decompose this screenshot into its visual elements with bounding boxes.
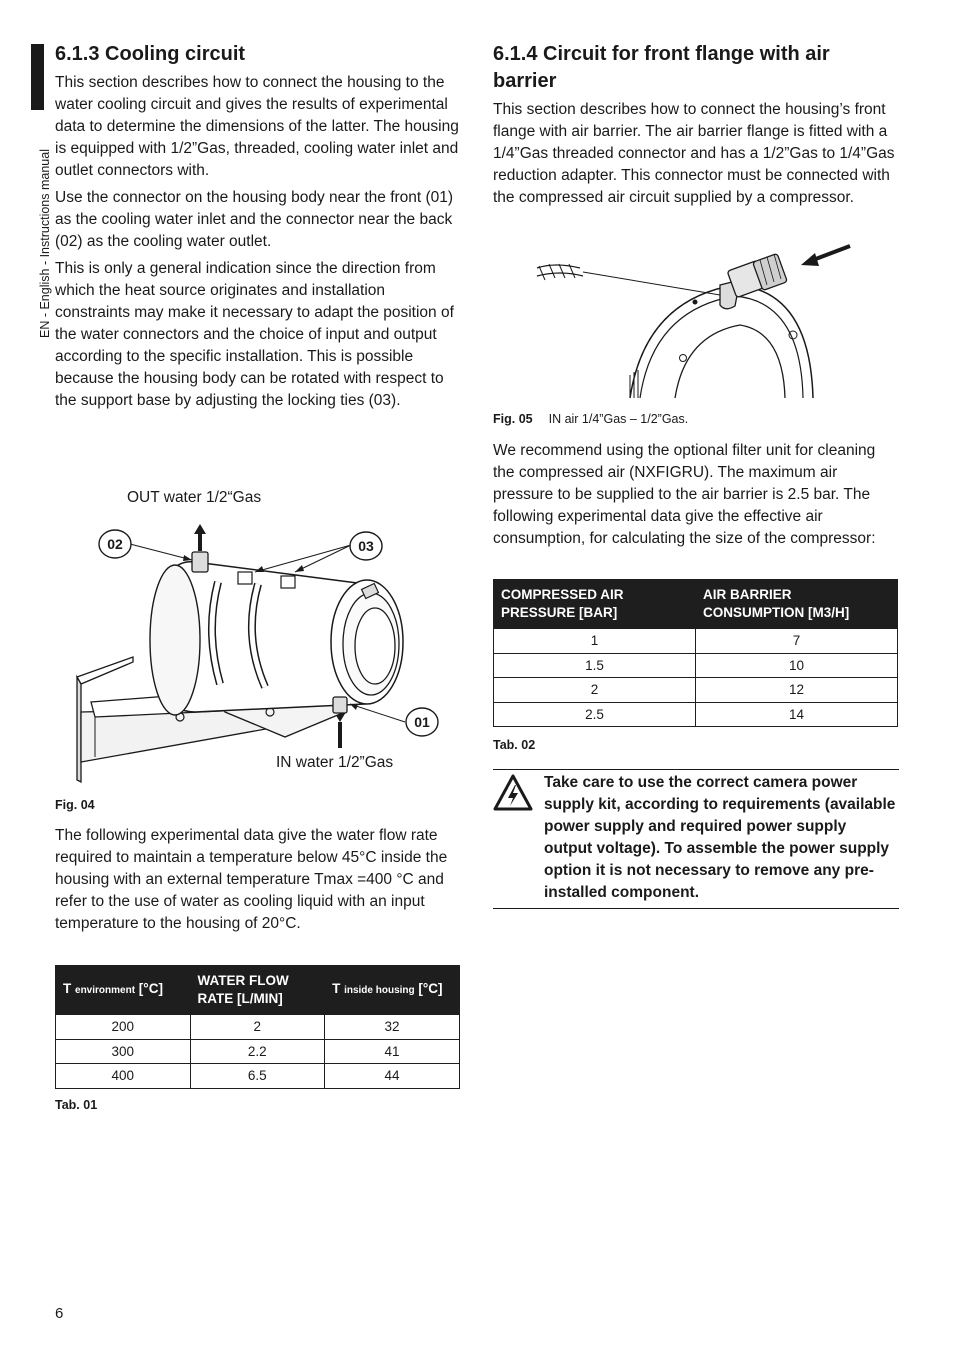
table-row: [494, 629, 898, 654]
paragraph: Use the connector on the housing body near the front (01) as the cooling water inlet and the connector near the back (02) as the cooling water outlet.: [55, 189, 454, 250]
callout-03: 03: [358, 538, 374, 554]
table-cell: 1.5: [494, 653, 696, 678]
fig04-caption: Fig. 04: [55, 798, 95, 812]
table-cell: 200: [56, 1015, 191, 1040]
table-cell: 10: [696, 653, 898, 678]
warning-text: Take care to use the correct camera power supply kit, according to requirements (available power supply and required power supply output voltage). To assemble the power supply option it is not necessary to remove any pre-installed component.: [544, 774, 896, 901]
right-column: [493, 41, 898, 214]
table-cell: 300: [56, 1039, 191, 1064]
paragraph: This section describes how to connect the housing’s front flange with air barrier. The air barrier flange is fitted with a 1/4”Gas threaded connector and has a 1/2”Gas to 1/4”Gas reduction adapter. This connector must be connected with the compressed air circuit supplied by a compressor.: [493, 101, 895, 206]
table-cell: 12: [696, 678, 898, 703]
table02-caption: Tab. 02: [493, 738, 536, 752]
warning-box: [493, 769, 899, 909]
section-heading-air-barrier: 6.1.4 Circuit for front flange with air barrier: [493, 43, 830, 92]
electrical-hazard-icon: [493, 774, 533, 812]
table02-header-consumption: AIR BARRIER CONSUMPTION [M3/H]: [696, 580, 898, 629]
table-cell: 41: [325, 1039, 460, 1064]
table-cell: 2.2: [190, 1039, 325, 1064]
fig04-out-label: OUT water 1/2“Gas: [127, 489, 262, 506]
table-cell: 44: [325, 1064, 460, 1089]
fig04-in-label: IN water 1/2”Gas: [276, 754, 394, 771]
table-row: [494, 702, 898, 727]
table02-header-pressure: COMPRESSED AIR PRESSURE [BAR]: [494, 580, 696, 629]
table-row: [56, 1039, 460, 1064]
fig05-label: Fig. 05: [493, 412, 533, 426]
table-cell: 2: [494, 678, 696, 703]
table-cell: 6.5: [190, 1064, 325, 1089]
section-heading-cooling: 6.1.3 Cooling circuit: [55, 43, 246, 65]
paragraph: This section describes how to connect the housing to the water cooling circuit and gives the results of experimental data to determine the dimensions of the latter. The housing is equipped with 1/2”Gas, threaded, cooling water inlet and outlet connectors with.: [55, 74, 459, 179]
table-cell: 32: [325, 1015, 460, 1040]
table-cell: 1: [494, 629, 696, 654]
table-01: [55, 965, 460, 1089]
sidebar-label: EN - English - Instructions manual: [38, 149, 52, 338]
table-row: [56, 1064, 460, 1089]
table-cell: 2: [190, 1015, 325, 1040]
table01-caption: Tab. 01: [55, 1098, 98, 1112]
table01-header-t-environment: T environment [°C]: [56, 966, 191, 1015]
fig05-caption: [493, 412, 688, 426]
sidebar-marker: [31, 44, 44, 110]
page-number: 6: [55, 1305, 64, 1322]
fig04-housing-illustration: [55, 512, 460, 787]
fig05-flange-illustration: [535, 240, 865, 400]
table01-header-t-inside: T inside housing [°C]: [325, 966, 460, 1015]
table-cell: 7: [696, 629, 898, 654]
table-row: [56, 1015, 460, 1040]
callout-01: 01: [414, 714, 430, 730]
paragraph: The following experimental data give the water flow rate required to maintain a temperature below 45°C inside the housing with an external temperature Tmax =400 °C and refer to the use of water as cooling liquid with an input temperature to the housing of 20°C.: [55, 827, 448, 932]
paragraph: This is only a general indication since the direction from which the heat source originates and installation constraints may make it necessary to adapt the position of the water connectors and the choice of input and output according to the specific installation. This is possible because the housing body can be rotated with respect to the support base by adjusting the locking ties (03).: [55, 260, 454, 409]
table01-header-flow-rate: WATER FLOW RATE [L/MIN]: [190, 966, 325, 1015]
left-column-lower: [55, 825, 460, 940]
left-column: [55, 41, 460, 417]
right-column-lower: [493, 440, 898, 555]
table-02: [493, 579, 898, 727]
table-cell: 14: [696, 702, 898, 727]
table-row: [494, 653, 898, 678]
paragraph: We recommend using the optional filter unit for cleaning the compressed air (NXFIGRU). The maximum air pressure to be supplied to the air barrier is 2.5 bar. The following experimental data give the effective air consumption, for calculating the size of the compressor:: [493, 442, 876, 547]
callout-02: 02: [107, 536, 123, 552]
table-row: [494, 678, 898, 703]
table-cell: 400: [56, 1064, 191, 1089]
table-cell: 2.5: [494, 702, 696, 727]
fig05-text: IN air 1/4”Gas – 1/2”Gas.: [548, 412, 689, 426]
